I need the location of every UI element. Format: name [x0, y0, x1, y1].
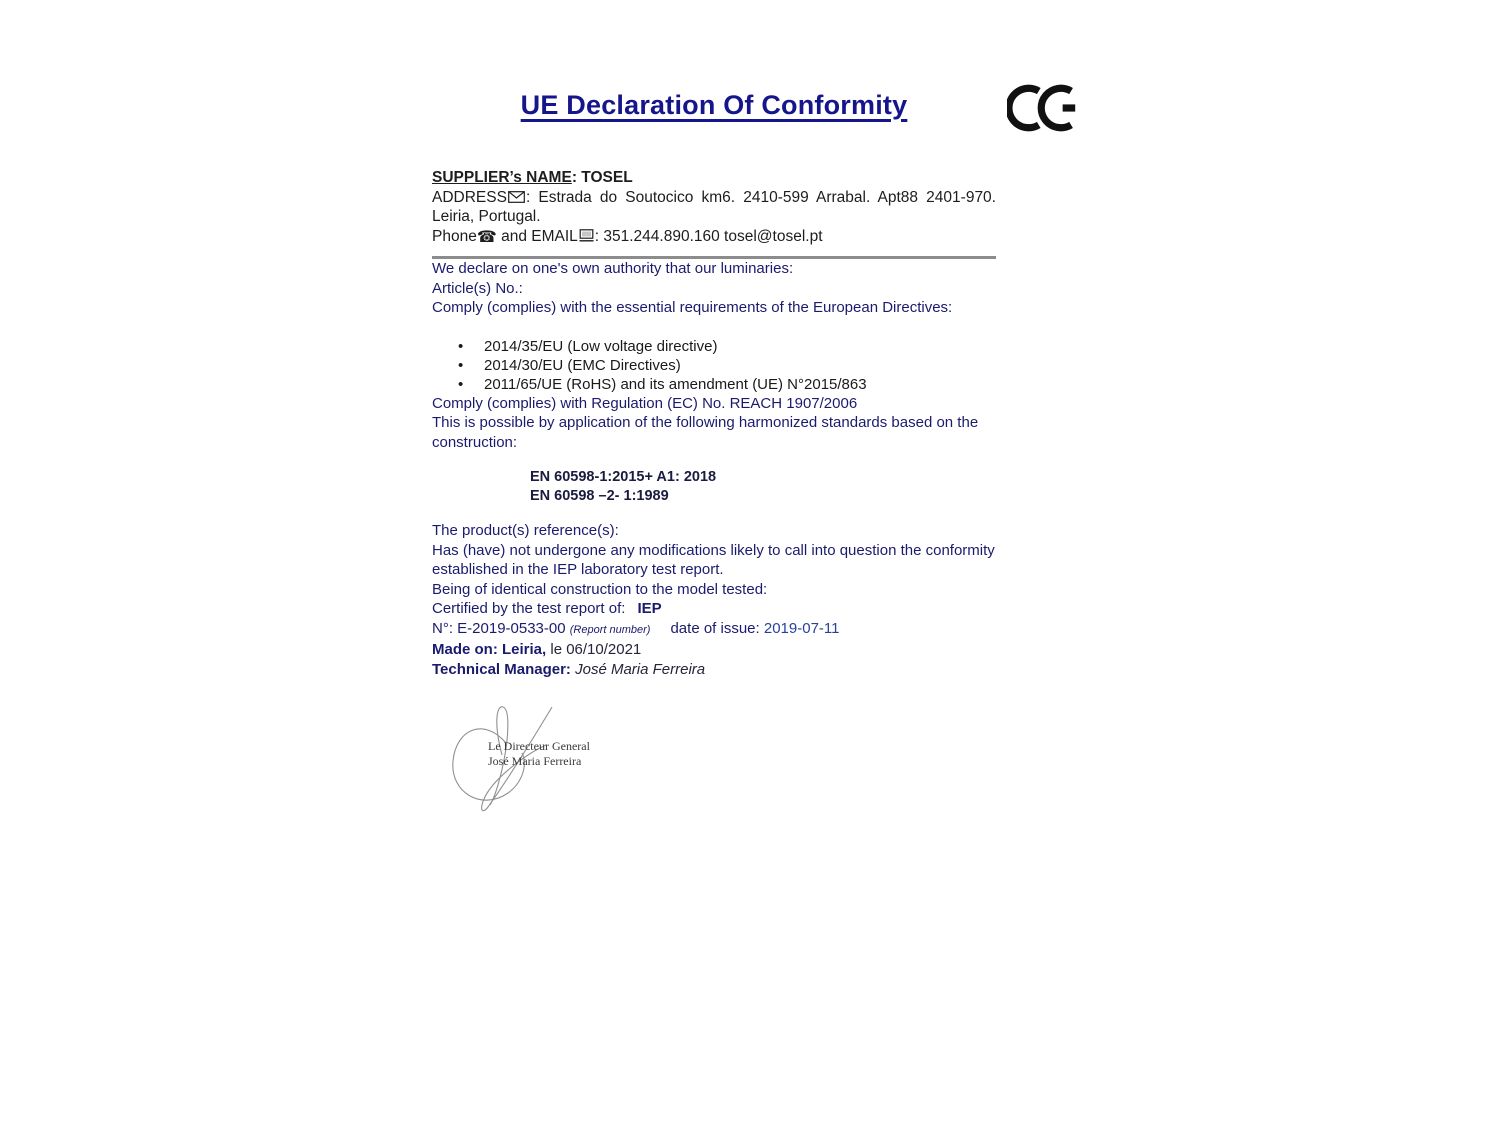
signature-block	[446, 703, 706, 813]
harmonized-intro: This is possible by application of the following harmonized standards based on the construction:	[432, 414, 979, 451]
directive-item: • 2011/65/UE (RoHS) and its amendment (UE) N°2015/863	[484, 375, 996, 394]
manager-value: José Maria Ferreira	[575, 660, 706, 678]
report-note: (Report number)	[569, 623, 651, 636]
address-value: : Estrada do Soutocico km6. 2410-599 Arrabal. Apt88 2401-970. Leiria, Portugal.	[432, 188, 996, 225]
contact-value: : 351.244.890.160 tosel@tosel.pt	[594, 227, 823, 245]
address-label: ADDRESS	[432, 188, 507, 206]
computer-icon	[579, 229, 594, 242]
standard-item: EN 60598 –2- 1:1989	[530, 487, 669, 504]
certified-value: IEP	[637, 600, 662, 617]
signature-stamp	[488, 739, 590, 769]
manager-label: Technical Manager:	[432, 660, 571, 678]
comply-directives-line: Comply (complies) with the essential requirements of the European Directives:	[432, 299, 953, 316]
report-line	[432, 619, 996, 641]
standards-list	[432, 468, 996, 505]
articles-line: Article(s) No.:	[432, 279, 523, 297]
phone-icon: ☎	[476, 226, 497, 246]
directives-list	[432, 337, 996, 394]
supplier-contact-line	[432, 227, 996, 247]
technical-manager-line	[432, 660, 996, 680]
identical-line: Being of identical construction to the model tested:	[432, 580, 768, 598]
document-column	[432, 0, 996, 813]
directive-item: • 2014/35/EU (Low voltage directive)	[484, 337, 996, 356]
certified-line	[432, 599, 996, 619]
made-on-line	[432, 640, 996, 660]
made-on-label: Made on: Leiria,	[432, 641, 547, 658]
supplier-name-value: : TOSEL	[571, 169, 633, 186]
certified-label: Certified by the test report of:	[432, 600, 626, 617]
stamp-line1: Le Directeur General	[488, 739, 590, 753]
report-number: N°: E-2019-0533-00	[432, 619, 566, 637]
comply-reach-line: Comply (complies) with Regulation (EC) No. REACH 1907/2006	[432, 394, 858, 412]
email-label: and EMAIL	[496, 227, 578, 245]
ce-mark-icon	[1007, 83, 1077, 133]
date-of-issue-value: 2019-07-11	[763, 619, 840, 637]
envelope-icon	[508, 191, 525, 203]
directive-item: • 2014/30/EU (EMC Directives)	[484, 356, 996, 375]
made-on-value: le 06/10/2021	[546, 641, 642, 658]
product-ref-line: The product(s) reference(s):	[432, 522, 619, 539]
supplier-block	[432, 168, 996, 246]
standard-item: EN 60598-1:2015+ A1: 2018	[530, 469, 717, 485]
phone-label: Phone	[432, 227, 477, 245]
modifications-line: Has (have) not undergone any modifications likely to call into question the conformity established in the IEP laboratory test report.	[432, 541, 995, 578]
supplier-address-line	[432, 188, 996, 227]
stamp-line2: José Maria Ferreira	[488, 754, 582, 768]
supplier-name-line	[432, 168, 996, 188]
declaration-intro: We declare on one's own authority that our luminaries:	[432, 260, 794, 277]
date-of-issue-label: date of issue:	[670, 619, 760, 637]
product-block	[432, 521, 996, 599]
page-title: UE Declaration Of Conformity	[520, 90, 908, 120]
supplier-name-label: SUPPLIER’s NAME	[432, 169, 572, 186]
